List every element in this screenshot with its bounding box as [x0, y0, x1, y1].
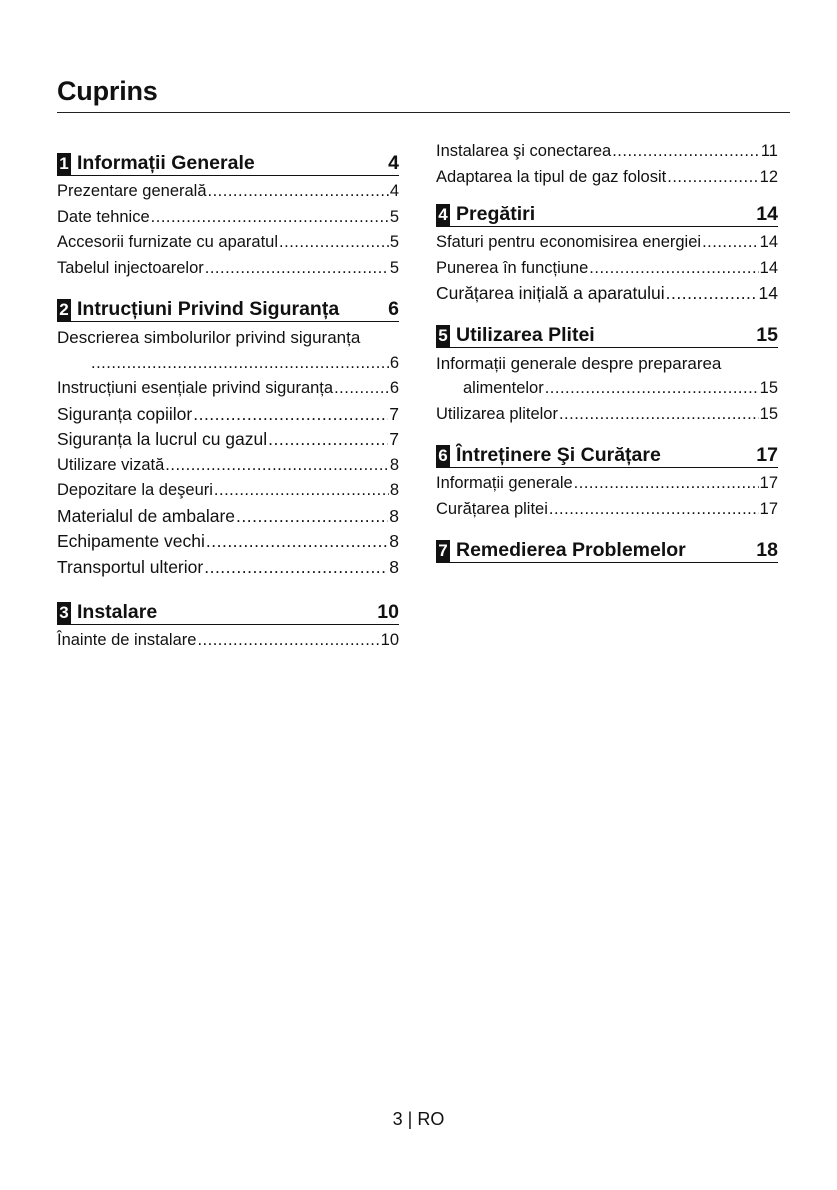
- toc-entry-page: 15: [759, 379, 778, 397]
- section-page: 14: [756, 203, 778, 225]
- dot-leader: [549, 497, 759, 523]
- dot-leader: [545, 376, 759, 402]
- toc-entry-text: Depozitare la deşeuri: [57, 481, 213, 499]
- toc-section-6: [436, 441, 778, 522]
- dot-leader: [574, 471, 759, 497]
- toc-entry-text: Curățarea plitei: [436, 499, 548, 518]
- toc-entry-text: Utilizare vizată: [57, 455, 165, 474]
- section-number-badge: 6: [436, 445, 450, 467]
- toc-entry[interactable]: [57, 402, 399, 428]
- section-page: 4: [388, 152, 399, 174]
- section-title: Instalare: [77, 601, 158, 623]
- toc-entry[interactable]: [57, 205, 399, 231]
- toc-entry[interactable]: [57, 628, 399, 654]
- toc-section-2: [57, 295, 399, 580]
- toc-entry[interactable]: [436, 471, 778, 497]
- toc-entry[interactable]: [57, 555, 399, 581]
- toc-entry-page: 14: [758, 283, 778, 303]
- dot-leader: [165, 453, 389, 479]
- toc-entry-page: 5: [389, 258, 399, 277]
- title-divider: [57, 112, 790, 113]
- toc-left-column: [57, 139, 399, 654]
- dot-leader: [559, 402, 759, 428]
- dot-leader: [205, 256, 389, 282]
- toc-entry[interactable]: [57, 427, 399, 453]
- toc-entry[interactable]: [57, 376, 399, 402]
- section-title: Intrucțiuni Privind Siguranța: [77, 298, 340, 320]
- dot-leader: [666, 281, 758, 307]
- section-heading[interactable]: [57, 598, 399, 625]
- toc-entry[interactable]: [436, 139, 778, 165]
- toc-entry-page: 14: [759, 258, 778, 277]
- toc-entry-page: 8: [389, 531, 399, 551]
- toc-entry[interactable]: [436, 497, 778, 523]
- toc-entry[interactable]: [57, 478, 399, 504]
- toc-entry-page: 11: [760, 142, 778, 160]
- dot-leader: [589, 256, 758, 282]
- toc-section-5: [436, 321, 778, 428]
- page-footer: 3 | RO: [392, 1109, 445, 1129]
- section-page: 10: [377, 601, 399, 623]
- section-number-badge: 4: [436, 204, 450, 226]
- section-title: Pregătiri: [456, 203, 536, 225]
- section-heading[interactable]: [57, 295, 399, 322]
- toc-entry-continuation: [57, 351, 399, 377]
- section-number-badge: 3: [57, 602, 71, 624]
- section-title: Remedierea Problemelor: [456, 539, 686, 561]
- toc-entry[interactable]: [57, 453, 399, 479]
- toc-section-3: [57, 598, 399, 654]
- toc-entry-continuation: [436, 376, 778, 402]
- dot-leader: [334, 376, 389, 402]
- toc-entry-page: 5: [389, 207, 399, 226]
- dot-leader: [214, 478, 389, 504]
- section-number-badge: 1: [57, 153, 71, 175]
- section-page: 15: [756, 323, 778, 346]
- toc-entry-text: Siguranța copiilor: [57, 403, 193, 424]
- toc-entry-page: 17: [759, 499, 778, 518]
- toc-entry-page: 8: [389, 556, 399, 577]
- section-page: 17: [756, 444, 778, 466]
- toc-entry-text: Informații generale: [436, 474, 573, 492]
- section-number-badge: 2: [57, 299, 71, 321]
- toc-entry-text: Adaptarea la tipul de gaz folosit: [436, 167, 667, 186]
- toc-entry-text: Tabelul injectoarelor: [57, 258, 204, 277]
- dot-leader: [279, 230, 389, 256]
- toc-entry-text: Echipamente vechi: [57, 531, 205, 551]
- toc-entry-wrapped[interactable]: [436, 351, 778, 402]
- toc-entry-text: Punerea în funcțiune: [436, 258, 589, 277]
- toc-entry[interactable]: [436, 256, 778, 282]
- toc-entry-text: Curățarea inițială a aparatului: [436, 283, 665, 303]
- toc-entry-page: 6: [389, 379, 399, 397]
- toc-entry-text: Utilizarea plitelor: [436, 404, 558, 423]
- toc-entry-page: 7: [389, 429, 399, 449]
- dot-leader: [268, 427, 388, 453]
- section-heading[interactable]: [436, 441, 778, 468]
- toc-entry[interactable]: [57, 256, 399, 282]
- toc-section-3-continued: [436, 139, 778, 190]
- dot-leader: [206, 529, 388, 555]
- dot-leader: [236, 504, 388, 530]
- dot-leader: [702, 230, 759, 256]
- toc-entry-page: 8: [389, 505, 399, 526]
- toc-entry[interactable]: [436, 402, 778, 428]
- dot-leader: [193, 402, 388, 428]
- toc-section-7: [436, 536, 778, 563]
- toc-entry-text-cont: alimentelor: [463, 379, 544, 397]
- dot-leader: [197, 628, 379, 654]
- toc-entry[interactable]: [57, 529, 399, 555]
- toc-entry-page: 8: [389, 481, 399, 499]
- section-heading[interactable]: [436, 200, 778, 227]
- section-number-badge: 5: [436, 325, 450, 347]
- toc-right-column: [436, 139, 778, 566]
- toc-entry-text: Accesorii furnizate cu aparatul: [57, 233, 279, 251]
- toc-entry[interactable]: [57, 504, 399, 530]
- page-title: Cuprins: [57, 76, 158, 106]
- toc-entry-text: Materialul de ambalare: [57, 505, 236, 526]
- toc-entry-text: Informații generale despre prepararea: [436, 353, 722, 373]
- section-title: Informații Generale: [77, 152, 255, 174]
- toc-section-4: [436, 200, 778, 307]
- toc-entry[interactable]: [436, 165, 778, 191]
- toc-entry[interactable]: [436, 230, 778, 256]
- toc-section-1: [57, 149, 399, 281]
- toc-entry-page: 6: [389, 353, 399, 372]
- toc-entry-page: 17: [759, 474, 778, 492]
- dot-leader: [204, 555, 388, 581]
- section-title: Utilizarea Plitei: [456, 323, 595, 346]
- toc-entry-text: Siguranța la lucrul cu gazul: [57, 429, 268, 449]
- section-page: 18: [756, 539, 778, 561]
- toc-entry-text: Sfaturi pentru economisirea energiei: [436, 233, 702, 251]
- dot-leader: [667, 165, 758, 191]
- section-page: 6: [388, 298, 399, 320]
- toc-entry-text: Transportul ulterior: [57, 556, 204, 577]
- toc-entry-text: Instalarea şi conectarea: [436, 142, 612, 160]
- toc-entry[interactable]: [57, 230, 399, 256]
- section-heading[interactable]: [436, 321, 778, 348]
- section-heading[interactable]: [57, 149, 399, 176]
- toc-entry-text: Înainte de instalare: [57, 631, 197, 649]
- section-title: Întreținere Şi Curățare: [456, 444, 661, 466]
- toc-entry-text: Date tehnice: [57, 207, 150, 226]
- toc-entry-text: Instrucțiuni esențiale privind siguranța: [57, 379, 334, 397]
- toc-entry-page: 7: [389, 403, 399, 424]
- dot-leader: [91, 351, 389, 377]
- toc-entry-text: Descrierea simbolurilor privind siguranța: [57, 328, 361, 347]
- toc-entry-page: 14: [759, 233, 778, 251]
- toc-entry-page: 5: [389, 233, 399, 251]
- toc-entry-page: 12: [759, 167, 778, 186]
- toc-entry-wrapped[interactable]: [57, 325, 399, 376]
- toc-entry-page: 8: [389, 455, 399, 474]
- toc-entry-page: 10: [380, 631, 399, 649]
- dot-leader: [151, 205, 389, 231]
- section-number-badge: 7: [436, 540, 450, 562]
- dot-leader: [208, 179, 389, 205]
- toc-entry[interactable]: [436, 281, 778, 307]
- toc-entry[interactable]: [57, 179, 399, 205]
- toc-entry-text: Prezentare generală: [57, 182, 207, 200]
- toc-entry-page: 15: [759, 404, 778, 423]
- section-heading[interactable]: [436, 536, 778, 563]
- toc-entry-page: 4: [389, 182, 399, 200]
- dot-leader: [612, 139, 760, 165]
